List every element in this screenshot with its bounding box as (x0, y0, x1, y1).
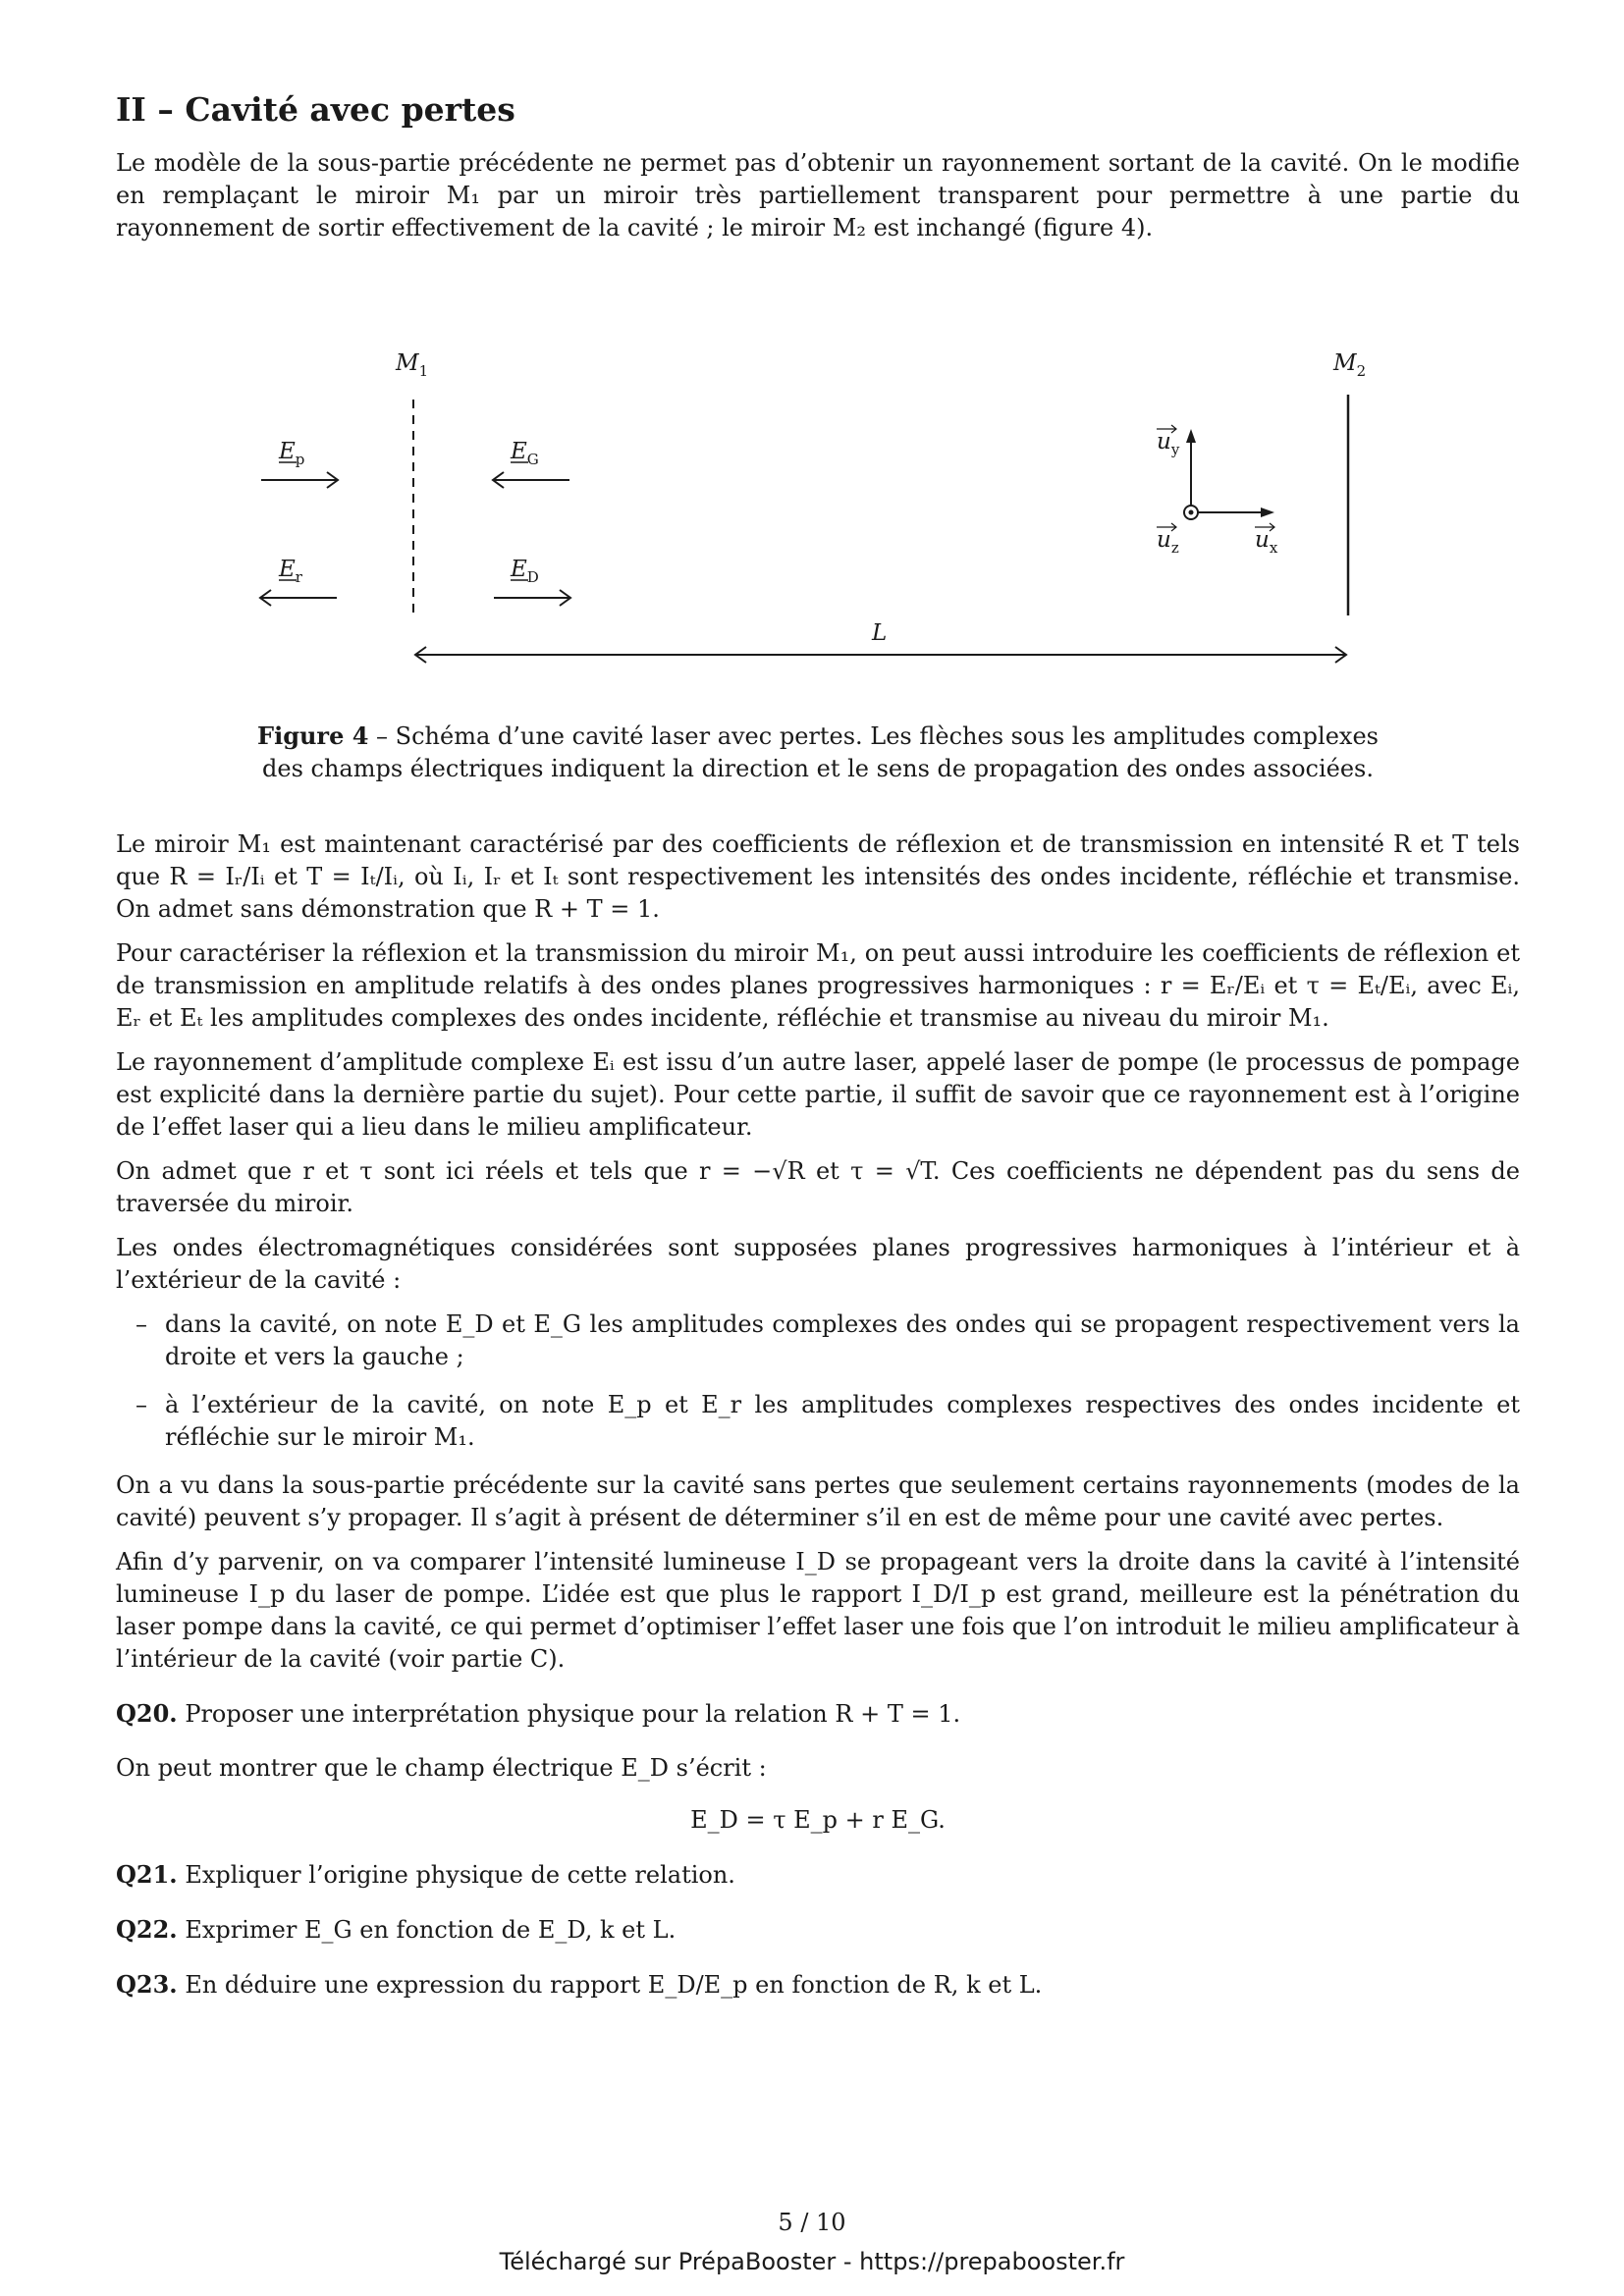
question-label: Q22. (116, 1915, 178, 1944)
wave-definitions-list (116, 1308, 1520, 1454)
question-21 (116, 1858, 1520, 1892)
compare-paragraph: Afin d’y parvenir, on va comparer l’intensité lumineuse I_D se propageant vers la droite dans la cavité à l’intensité lumineuse I_p du laser de pompe. L’idée est que plus le rapport I_D/I_p est grand, meilleure est la pénétration du laser pompe dans la cavité, ce qui permet d’optimiser l’effet laser une fois que l’on introduit le milieu amplificateur à l’intérieur de la cavité (voir partie C). (116, 1548, 1520, 1673)
intro-paragraph: Le modèle de la sous-partie précédente ne permet pas d’obtenir un rayonnement sortant de la cavité. On le modifie en remplaçant le miroir M₁ par un miroir très partiellement transparent pour permettre à une partie du rayonnement de sortir effectivement de la cavité ; le miroir M₂ est inchangé (figure 4). (116, 149, 1520, 241)
coefficients-paragraph: Le miroir M₁ est maintenant caractérisé par des coefficients de réflexion et de transmission en intensité R et T tels que R = Iᵣ/Iᵢ et T = Iₜ/Iᵢ, où Iᵢ, Iᵣ et Iₜ sont respectivement les intensités des ondes incidente, réfléchie et transmise. On admet sans démonstration que R + T = 1. (116, 830, 1520, 923)
waves-paragraph: Les ondes électromagnétiques considérées sont supposées planes progressives harmoniques à l’intérieur et à l’extérieur de la cavité : (116, 1234, 1520, 1294)
question-label: Q21. (116, 1860, 178, 1889)
label-uz: $u_z$ (1157, 527, 1179, 557)
equation-ed: E_D = τ E_p + r E_G. (690, 1806, 946, 1834)
axis-uy-head (1186, 429, 1196, 443)
page-content (116, 90, 1520, 2023)
real-coefficients-paragraph: On admet que r et τ sont ici réels et tels que r = −√R et τ = √T. Ces coefficients ne dépendent pas du sens de traversée du miroir. (116, 1157, 1520, 1217)
label-er: $E_r$ (279, 557, 302, 586)
amplitude-paragraph: Pour caractériser la réflexion et la transmission du miroir M₁, on peut aussi introduire les coefficients de réflexion et de transmission en amplitude relatifs à des ondes planes progressives harmoniques : r = Eᵣ/Eᵢ et τ = Eₜ/Eᵢ, avec Eᵢ, Eᵣ et Eₜ les amplitudes complexes des ondes incidente, réfléchie et transmise au niveau du miroir M₁. (116, 939, 1520, 1032)
page-number: 5 / 10 (778, 2209, 846, 2236)
question-text: Proposer une interprétation physique pour la relation R + T = 1. (185, 1700, 961, 1728)
label-uy: $u_y$ (1157, 429, 1180, 458)
label-m2: $M_2$ (1333, 350, 1367, 380)
label-ed: $E_D$ (511, 557, 539, 586)
question-text: Expliquer l’origine physique de cette relation. (185, 1861, 735, 1889)
axis-ux-head (1261, 507, 1274, 517)
cavity-diagram (116, 262, 1520, 714)
modes-paragraph: On a vu dans la sous-partie précédente sur la cavité sans pertes que seulement certains rayonnements (modes de la cavité) peuvent s’y propager. Il s’agit à présent de déterminer s’il en est de même pour une cavité avec pertes. (116, 1471, 1520, 1531)
caption-text: – Schéma d’une cavité laser avec pertes. Les flèches sous les amplitudes complexes des champs électriques indiquent la direction et le sens de propagation des ondes associées. (262, 722, 1379, 782)
label-m1: $M_1$ (396, 350, 429, 380)
caption-label: Figure 4 (257, 721, 369, 750)
list-item: – à l’extérieur de la cavité, on note E_p et E_r les amplitudes complexes respectives des ondes incidente et réfléchie sur le miroir M₁. (165, 1389, 1520, 1454)
question-label: Q20. (116, 1699, 178, 1728)
question-label: Q23. (116, 1970, 178, 1999)
download-note[interactable]: Téléchargé sur PrépaBooster - https://prepabooster.fr (499, 2248, 1125, 2275)
axis-uz-dot (1189, 510, 1194, 515)
question-text: Exprimer E_G en fonction de E_D, k et L. (185, 1916, 677, 1944)
question-20 (116, 1697, 1520, 1731)
figure-4 (116, 262, 1520, 714)
question-text: En déduire une expression du rapport E_D/E_p en fonction de R, k et L. (185, 1971, 1043, 1999)
label-length: L (872, 620, 888, 646)
section-title: II – Cavité avec pertes (116, 90, 515, 129)
label-ep: $E_p$ (279, 439, 305, 468)
list-item: – dans la cavité, on note E_D et E_G les amplitudes complexes des ondes qui se propagent respectivement vers la droite et vers la gauche ; (165, 1308, 1520, 1373)
question-23 (116, 1968, 1520, 2002)
label-ux: $u_x$ (1255, 527, 1278, 557)
figure-caption (253, 720, 1382, 785)
show-paragraph: On peut montrer que le champ électrique E_D s’écrit : (116, 1754, 767, 1782)
pump-paragraph: Le rayonnement d’amplitude complexe Eᵢ est issu d’un autre laser, appelé laser de pompe (le processus de pompage est explicité dans la dernière partie du sujet). Pour cette partie, il suffit de savoir que ce rayonnement est à l’origine de l’effet laser qui a lieu dans le milieu amplificateur. (116, 1048, 1520, 1141)
question-22 (116, 1913, 1520, 1947)
label-eg: $E_G$ (511, 439, 539, 468)
